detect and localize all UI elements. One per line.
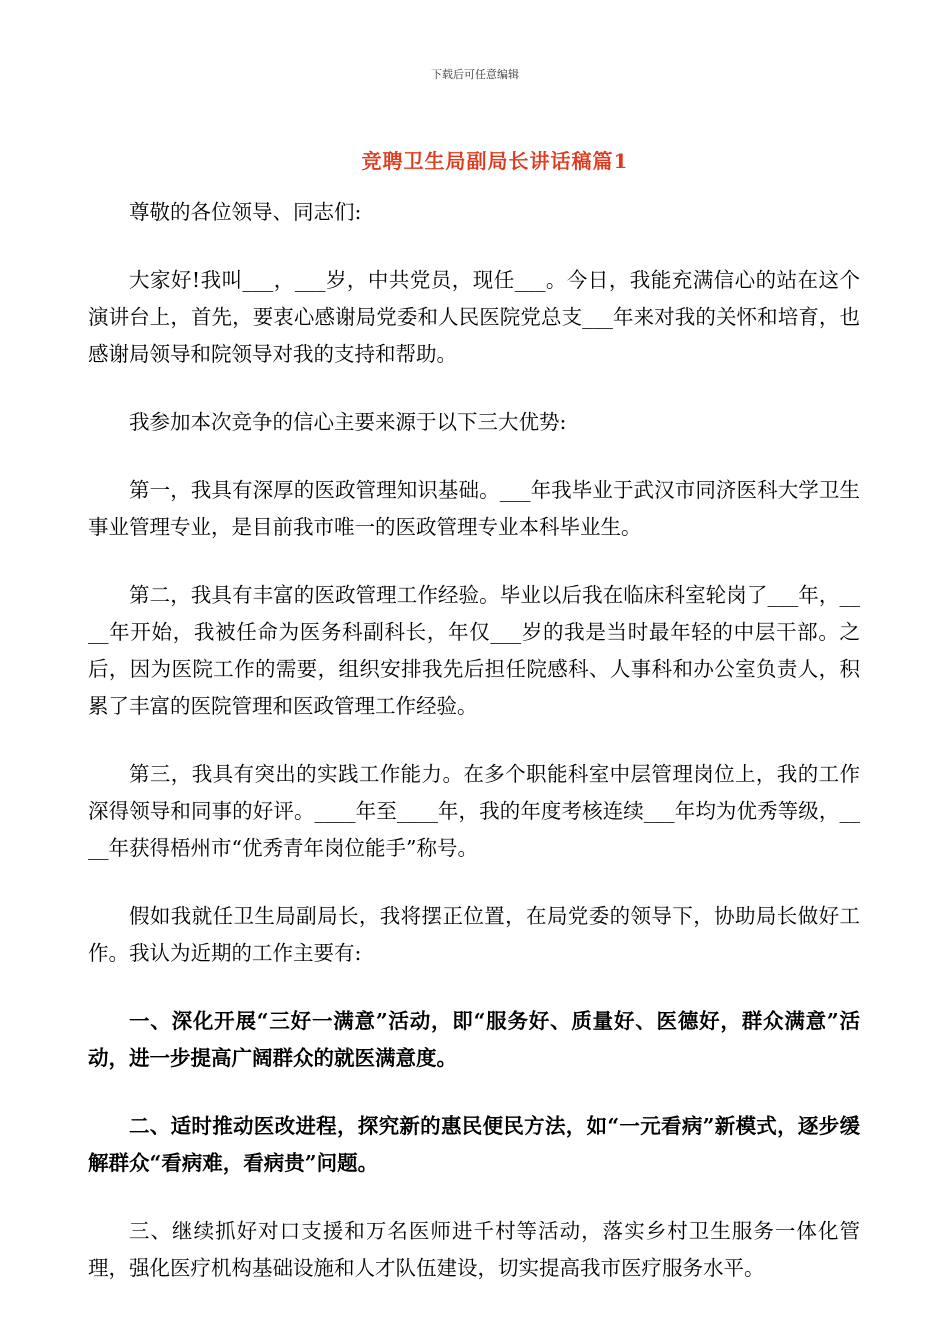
document-title: 竞聘卫生局副局长讲话稿篇1 xyxy=(361,149,629,173)
paragraph-advantage-3: 第三，我具有突出的实践工作能力。在多个职能科室中层管理岗位上，我的工作深得领导和同事的好评。____年至____年，我的年度考核连续___年均为优秀等级，____年获得梧州市“优秀青年岗位能手”称号。 xyxy=(88,762,860,860)
paragraph-advantages-intro: 我参加本次竞争的信心主要来源于以下三大优势: xyxy=(129,410,567,434)
paragraph-plan-item-2: 二、适时推动医改进程，探究新的惠民便民方法，如“一元看病”新模式，逐步缓解群众“看病难，看病贵”问题。 xyxy=(88,1114,860,1175)
paragraph-advantage-2: 第二，我具有丰富的医政管理工作经验。毕业以后我在临床科室轮岗了___年，____年开始，我被任命为医务科副科长，年仅___岁的我是当时最年轻的中层干部。之后，因为医院工作的需要，组织安排我先后担任院感科、人事科和办公室负责人，积累了丰富的医院管理和医政管理工作经验。 xyxy=(88,583,860,718)
paragraph-salutation: 尊敬的各位领导、同志们: xyxy=(129,200,362,224)
paragraph-advantage-1: 第一，我具有深厚的医政管理知识基础。___年我毕业于武汉市同济医科大学卫生事业管理专业，是目前我市唯一的医政管理专业本科毕业生。 xyxy=(88,478,860,539)
paragraph-plan-item-3: 三、继续抓好对口支援和万名医师进千村等活动，落实乡村卫生服务一体化管理，强化医疗机构基础设施和人才队伍建设，切实提高我市医疗服务水平。 xyxy=(88,1219,860,1280)
header-note: 下载后可任意编辑 xyxy=(431,68,519,81)
paragraph-work-plan-intro: 假如我就任卫生局副局长，我将摆正位置，在局党委的领导下，协助局长做好工作。我认为近期的工作主要有: xyxy=(88,904,860,965)
paragraph-plan-item-1: 一、深化开展“三好一满意”活动，即“服务好、质量好、医德好，群众满意”活动，进一步提高广阔群众的就医满意度。 xyxy=(88,1009,860,1070)
document-body xyxy=(88,194,860,1318)
paragraph-introduction: 大家好!我叫___，___岁，中共党员，现任___。今日，我能充满信心的站在这个演讲台上，首先，要衷心感谢局党委和人民医院党总支___年来对我的关怀和培育，也感谢局领导和院领导对我的支持和帮助。 xyxy=(88,268,860,366)
